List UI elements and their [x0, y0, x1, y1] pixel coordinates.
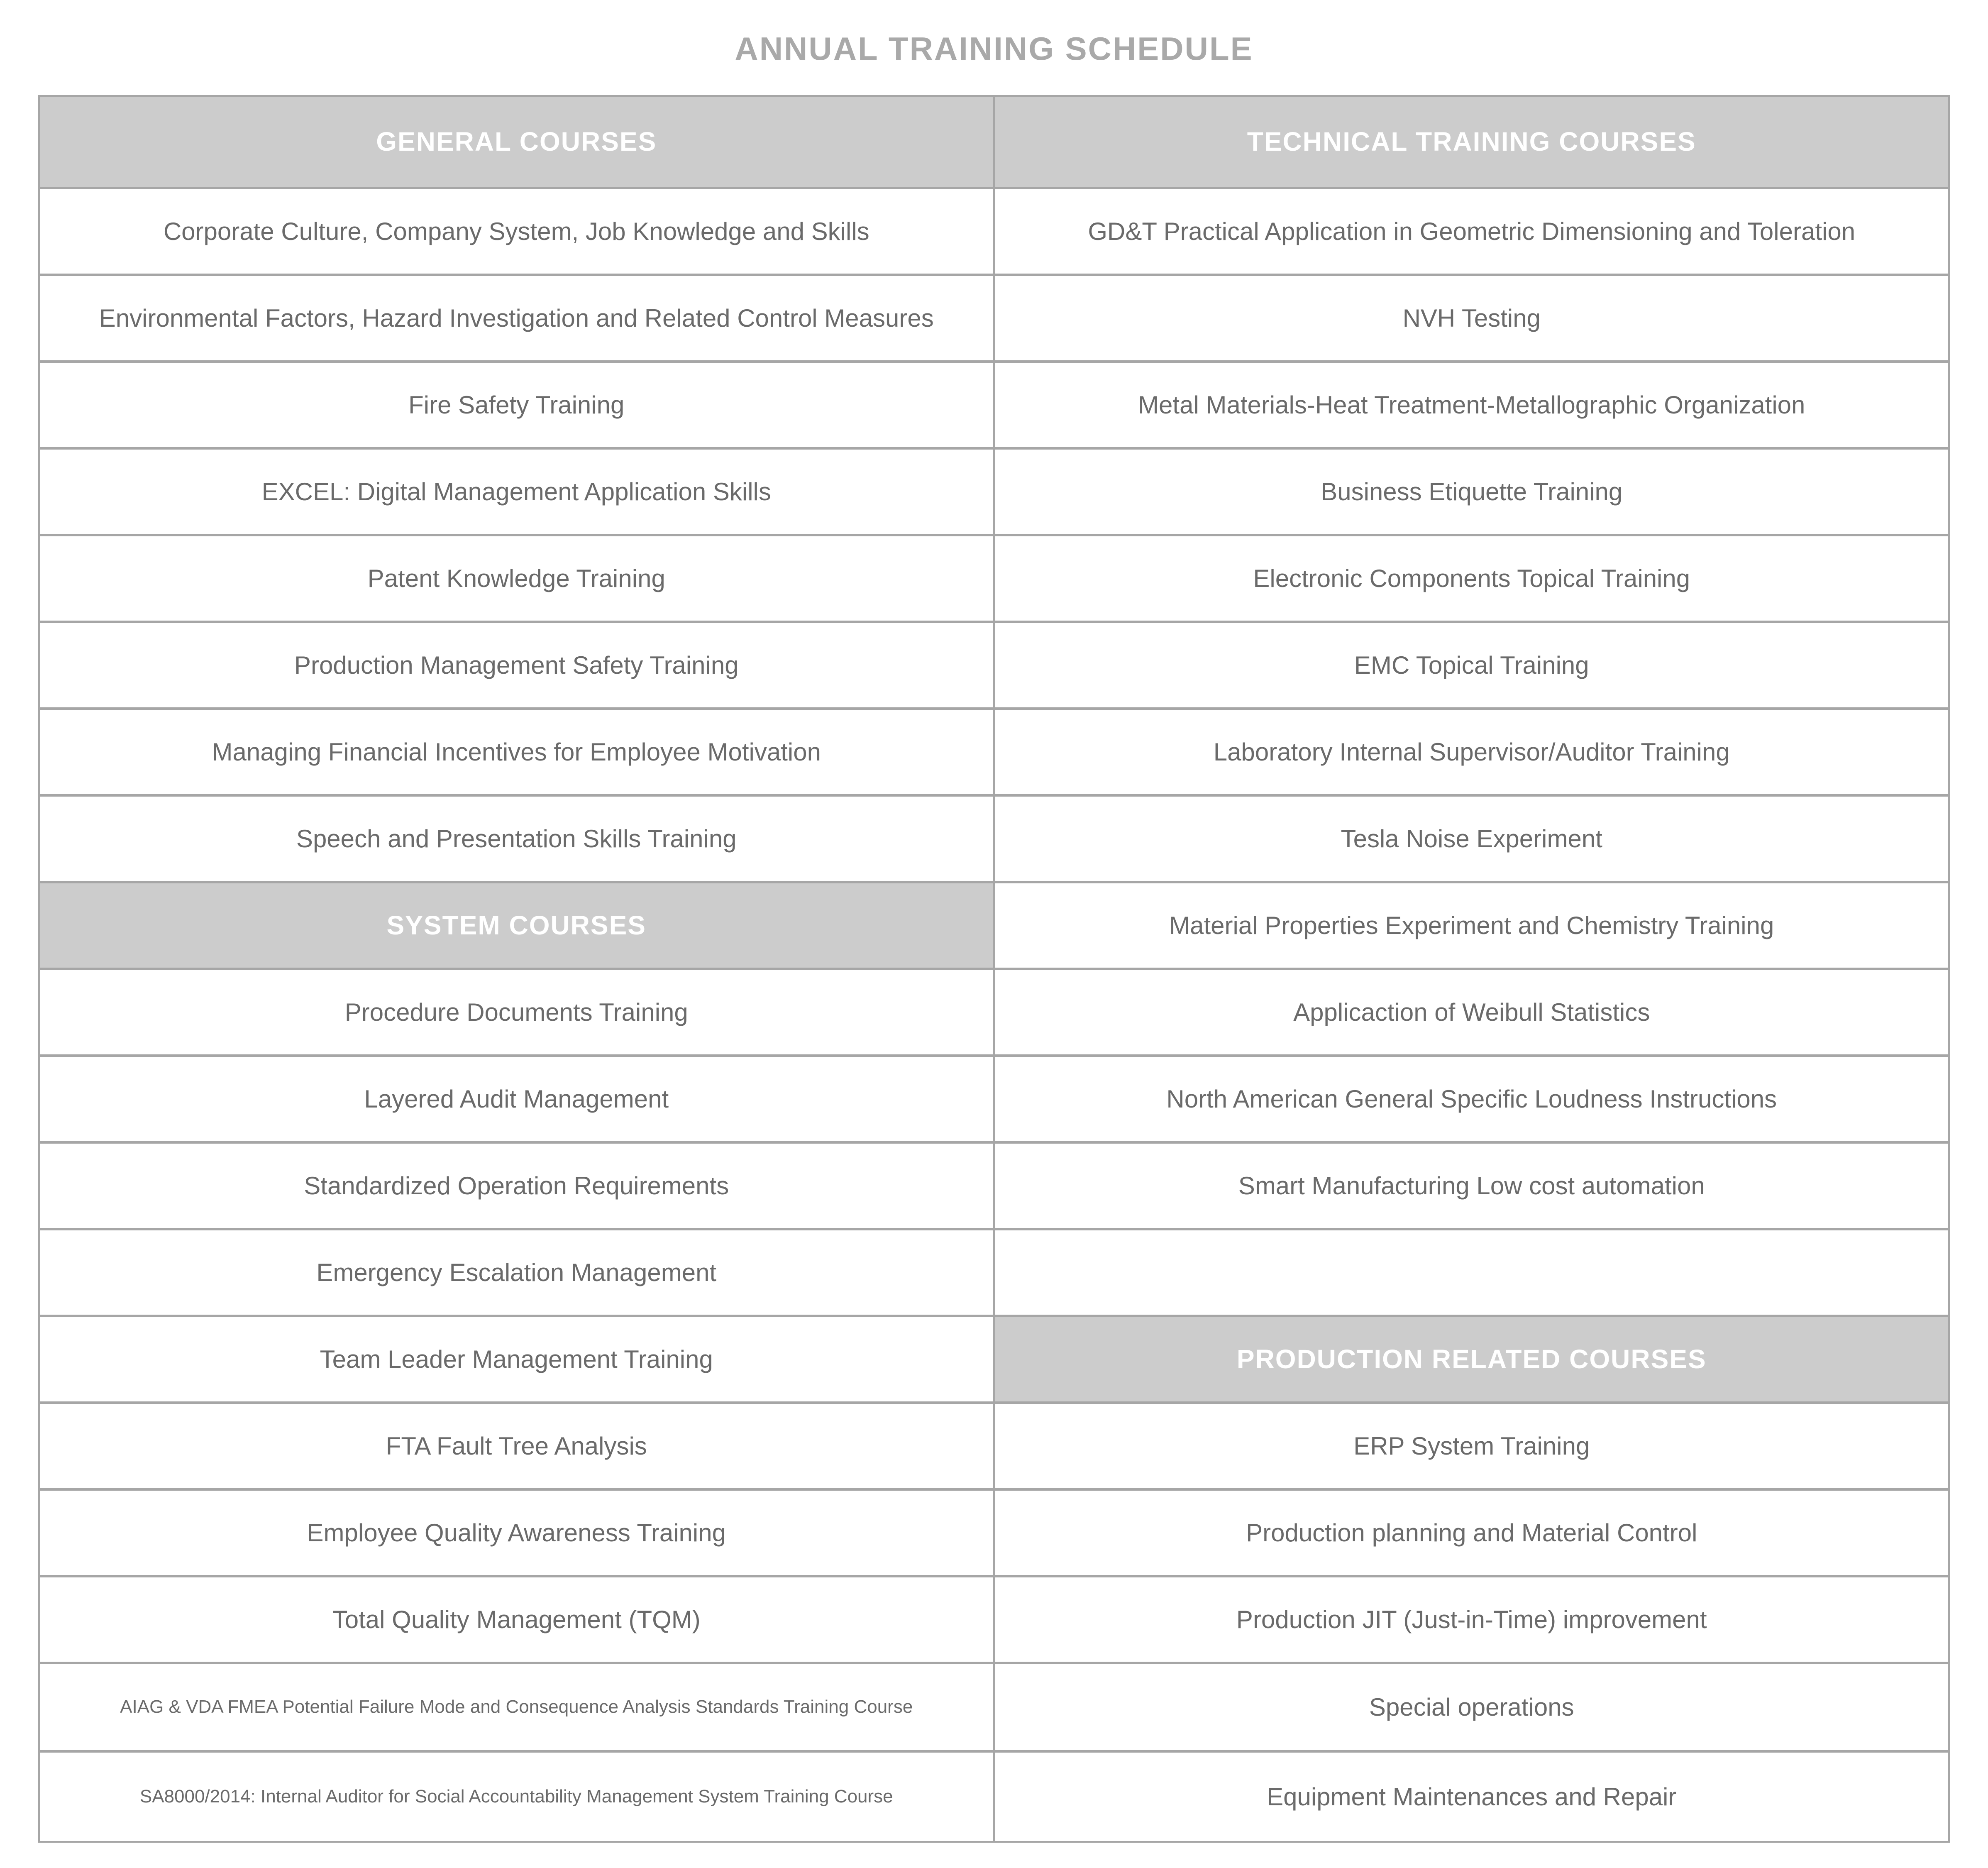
header-cell-general-courses: GENERAL COURSES — [40, 97, 993, 189]
cell-total-quality-management: Total Quality Management (TQM) — [40, 1577, 993, 1664]
cell-application-of-weibull-statistics: Applicaction of Weibull Statistics — [995, 970, 1949, 1057]
header-cell-technical-training-courses: TECHNICAL TRAINING COURSES — [995, 97, 1949, 189]
cell-laboratory-internal-supervisor-auditor: Laboratory Internal Supervisor/Auditor Training — [995, 710, 1949, 797]
cell-production-jit-improvement: Production JIT (Just-in-Time) improvement — [995, 1577, 1949, 1664]
cell-speech-presentation-skills: Speech and Presentation Skills Training — [40, 797, 993, 883]
cell-tesla-noise-experiment: Tesla Noise Experiment — [995, 797, 1949, 883]
cell-environmental-factors: Environmental Factors, Hazard Investigation and Related Control Measures — [40, 276, 993, 363]
cell-corporate-culture: Corporate Culture, Company System, Job Knowledge and Skills — [40, 189, 993, 276]
cell-patent-knowledge-training: Patent Knowledge Training — [40, 536, 993, 623]
cell-sa8000-internal-auditor-course: SA8000/2014: Internal Auditor for Social Accountability Management System Training Course — [40, 1753, 993, 1841]
cell-nvh-testing: NVH Testing — [995, 276, 1949, 363]
right-column — [993, 97, 1949, 1841]
cell-metal-materials-heat-treatment: Metal Materials-Heat Treatment-Metallographic Organization — [995, 363, 1949, 450]
cell-team-leader-management-training: Team Leader Management Training — [40, 1317, 993, 1404]
cell-north-american-loudness-instructions: North American General Specific Loudness Instructions — [995, 1057, 1949, 1144]
cell-erp-system-training: ERP System Training — [995, 1404, 1949, 1491]
cell-fire-safety-training: Fire Safety Training — [40, 363, 993, 450]
cell-special-operations: Special operations — [995, 1664, 1949, 1753]
cell-production-management-safety: Production Management Safety Training — [40, 623, 993, 710]
training-schedule-table — [38, 95, 1950, 1843]
page-title: ANNUAL TRAINING SCHEDULE — [735, 30, 1253, 67]
cell-production-planning-material-control: Production planning and Material Control — [995, 1491, 1949, 1577]
cell-employee-quality-awareness: Employee Quality Awareness Training — [40, 1491, 993, 1577]
left-column — [40, 97, 993, 1841]
cell-managing-financial-incentives: Managing Financial Incentives for Employee Motivation — [40, 710, 993, 797]
cell-equipment-maintenances-repair: Equipment Maintenances and Repair — [995, 1753, 1949, 1841]
cell-emc-topical-training: EMC Topical Training — [995, 623, 1949, 710]
cell-business-etiquette-training: Business Etiquette Training — [995, 450, 1949, 536]
cell-aiag-vda-fmea-course: AIAG & VDA FMEA Potential Failure Mode and Consequence Analysis Standards Training Course — [40, 1664, 993, 1753]
cell-standardized-operation-requirements: Standardized Operation Requirements — [40, 1144, 993, 1230]
cell-layered-audit-management: Layered Audit Management — [40, 1057, 993, 1144]
cell-smart-manufacturing-low-cost-automation: Smart Manufacturing Low cost automation — [995, 1144, 1949, 1230]
cell-fta-fault-tree-analysis: FTA Fault Tree Analysis — [40, 1404, 993, 1491]
cell-excel-digital-management: EXCEL: Digital Management Application Skills — [40, 450, 993, 536]
cell-emergency-escalation-management: Emergency Escalation Management — [40, 1230, 993, 1317]
cell-empty — [995, 1230, 1949, 1317]
cell-material-properties-experiment: Material Properties Experiment and Chemistry Training — [995, 883, 1949, 970]
header-cell-system-courses: SYSTEM COURSES — [40, 883, 993, 970]
cell-gdt-practical-application: GD&T Practical Application in Geometric Dimensioning and Toleration — [995, 189, 1949, 276]
header-cell-production-related-courses: PRODUCTION RELATED COURSES — [995, 1317, 1949, 1404]
cell-electronic-components-topical: Electronic Components Topical Training — [995, 536, 1949, 623]
cell-procedure-documents-training: Procedure Documents Training — [40, 970, 993, 1057]
